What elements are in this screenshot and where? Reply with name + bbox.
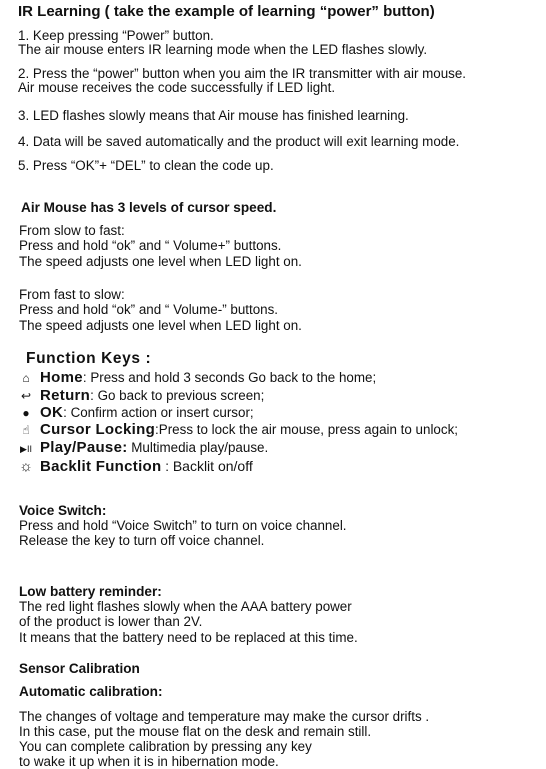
battery-line-3: It means that the battery need to be replaced at this time. (19, 630, 358, 645)
speed-fast-c: The speed adjusts one level when LED light on. (19, 318, 302, 333)
key-description: Multimedia play/pause. (127, 440, 269, 455)
sensor-subtitle: Automatic calibration: (19, 684, 163, 699)
function-key-home (18, 370, 376, 386)
key-description: Go back to previous screen; (93, 388, 265, 403)
play-pause-icon: ▶II (20, 444, 32, 454)
function-key-backlit (18, 459, 253, 474)
key-name: Return (40, 387, 91, 404)
sensor-line-2: In this case, put the mouse flat on the desk and remain still. (19, 724, 372, 739)
return-icon: ↩ (20, 389, 32, 403)
ir-step-4: 4. Data will be saved automatically and the product will exit learning mode. (18, 134, 460, 149)
key-separator: : (63, 405, 67, 420)
speed-title: Air Mouse has 3 levels of cursor speed. (21, 200, 277, 215)
function-key-ok (18, 405, 254, 421)
function-key-cursor-locking (18, 422, 458, 438)
key-name: Cursor Locking (40, 421, 156, 438)
sensor-line-4: to wake it up when it is in hibernation mode. (19, 754, 279, 769)
sensor-line-3: You can complete calibration by pressing any key (19, 739, 312, 754)
ir-step-3: 3. LED flashes slowly means that Air mouse has finished learning. (18, 108, 409, 123)
voice-line-1: Press and hold “Voice Switch” to turn on voice channel. (19, 518, 347, 533)
function-keys-title: Function Keys : (26, 350, 152, 367)
key-description: Press and hold 3 seconds Go back to the home; (86, 370, 377, 385)
speed-fast-b: Press and hold “ok” and “ Volume-” buttons. (19, 302, 279, 317)
sensor-title: Sensor Calibration (19, 661, 140, 676)
key-name: Backlit Function (40, 458, 162, 475)
speed-fast-a: From fast to slow: (19, 287, 125, 302)
ok-dot-icon: ● (22, 406, 30, 420)
speed-slow-a: From slow to fast: (19, 223, 125, 238)
home-icon: ⌂ (22, 371, 30, 385)
ir-step-2b: Air mouse receives the code successfully if LED light. (18, 80, 336, 95)
backlight-icon: ☼ (19, 458, 33, 475)
function-key-return (18, 388, 264, 404)
key-description: Press to lock the air mouse, press again to unlock; (158, 422, 458, 437)
speed-slow-b: Press and hold “ok” and “ Volume+” buttons. (19, 238, 282, 253)
key-name: OK (40, 404, 64, 421)
ir-step-1b: The air mouse enters IR learning mode when the LED flashes slowly. (18, 42, 428, 57)
battery-line-2: of the product is lower than 2V. (19, 614, 203, 629)
key-separator: : (82, 370, 87, 385)
battery-line-1: The red light flashes slowly when the AAA battery power (19, 599, 352, 614)
key-separator: : (155, 422, 159, 437)
function-key-play-pause (18, 440, 268, 457)
ir-learning-title: IR Learning ( take the example of learning “power” button) (18, 3, 435, 20)
key-description: Backlit on/off (168, 458, 253, 474)
key-description: Confirm action or insert cursor; (66, 405, 254, 420)
key-name: Home (40, 369, 83, 386)
ir-step-1a: 1. Keep pressing “Power” button. (18, 28, 214, 43)
ir-step-2a: 2. Press the “power” button when you aim the IR transmitter with air mouse. (18, 66, 467, 81)
sensor-line-1: The changes of voltage and temperature may make the cursor drifts . (19, 709, 430, 724)
voice-line-2: Release the key to turn off voice channel. (19, 533, 265, 548)
ir-step-5: 5. Press “OK”+ “DEL” to clean the code up. (18, 158, 274, 173)
voice-switch-title: Voice Switch: (19, 503, 107, 518)
cursor-lock-icon: ☝ (22, 423, 30, 437)
battery-title: Low battery reminder: (19, 584, 162, 599)
key-separator: : (90, 388, 94, 403)
key-name: Play/Pause: (40, 439, 128, 456)
key-separator: : (161, 459, 169, 474)
speed-slow-c: The speed adjusts one level when LED light on. (19, 254, 302, 269)
